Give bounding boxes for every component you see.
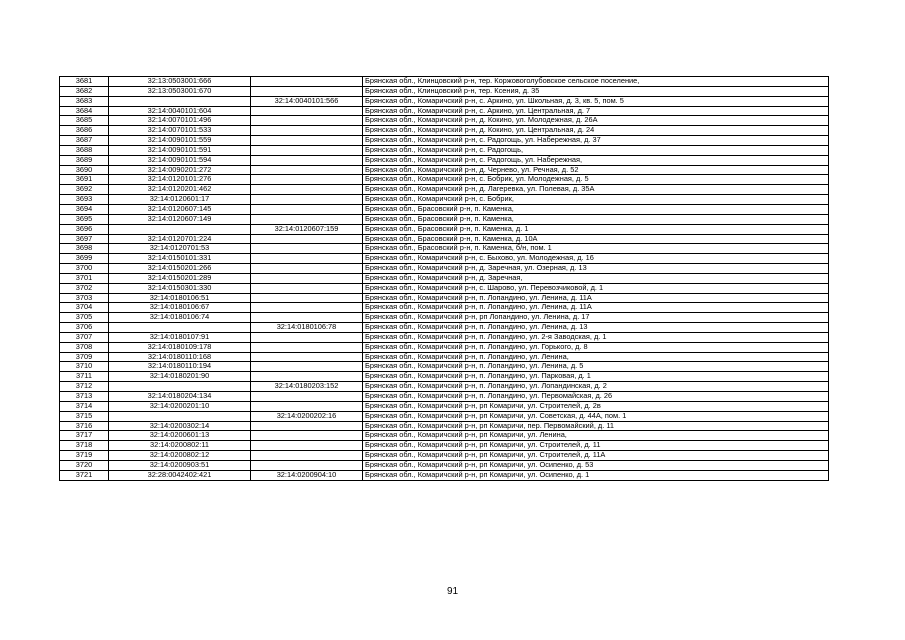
table-row bbox=[60, 224, 829, 234]
row-number-cell: 3721 bbox=[60, 470, 109, 480]
cadastral-number-secondary-cell bbox=[251, 451, 363, 461]
address-cell: Брянская обл., Комаричский р-н, п. Лопандино, ул. 2-я Заводская, д. 1 bbox=[363, 332, 829, 342]
row-number-cell: 3718 bbox=[60, 441, 109, 451]
address-cell: Брянская обл., Комаричский р-н, рп Комаричи, ул. Строителей, д. 11 bbox=[363, 441, 829, 451]
address-cell: Брянская обл., Комаричский р-н, п. Лопандино, ул. Ленина, д. 11А bbox=[363, 303, 829, 313]
registry-table bbox=[59, 76, 829, 481]
address-cell: Брянская обл., Клинцовский р-н, тер. Коржовоголубовское сельское поселение, bbox=[363, 77, 829, 87]
row-number-cell: 3691 bbox=[60, 175, 109, 185]
table-row bbox=[60, 273, 829, 283]
table-row bbox=[60, 382, 829, 392]
row-number-cell: 3720 bbox=[60, 460, 109, 470]
row-number-cell: 3714 bbox=[60, 401, 109, 411]
row-number-cell: 3709 bbox=[60, 352, 109, 362]
address-cell: Брянская обл., Комаричский р-н, рп Комаричи, ул. Ленина, bbox=[363, 431, 829, 441]
row-number-cell: 3703 bbox=[60, 293, 109, 303]
cadastral-number-cell: 32:14:0120201:462 bbox=[109, 185, 251, 195]
cadastral-number-secondary-cell bbox=[251, 273, 363, 283]
table-row bbox=[60, 96, 829, 106]
address-cell: Брянская обл., Комаричский р-н, д. Чернево, ул. Речная, д. 52 bbox=[363, 165, 829, 175]
address-cell: Брянская обл., Брасовский р-н, п. Каменка, bbox=[363, 214, 829, 224]
cadastral-number-secondary-cell bbox=[251, 372, 363, 382]
row-number-cell: 3684 bbox=[60, 106, 109, 116]
cadastral-number-secondary-cell bbox=[251, 352, 363, 362]
cadastral-number-cell: 32:14:0180106:74 bbox=[109, 313, 251, 323]
table-row bbox=[60, 441, 829, 451]
address-cell: Брянская обл., Комаричский р-н, п. Лопандино, ул. Лопандинская, д. 2 bbox=[363, 382, 829, 392]
address-cell: Брянская обл., Брасовский р-н, п. Каменка, bbox=[363, 204, 829, 214]
row-number-cell: 3713 bbox=[60, 392, 109, 402]
table-row bbox=[60, 342, 829, 352]
address-cell: Брянская обл., Комаричский р-н, п. Лопандино, ул. Ленина, д. 5 bbox=[363, 362, 829, 372]
table-row bbox=[60, 392, 829, 402]
address-cell: Брянская обл., Комаричский р-н, рп Комаричи, ул. Строителей, д. 11А bbox=[363, 451, 829, 461]
cadastral-number-secondary-cell bbox=[251, 441, 363, 451]
cadastral-number-cell: 32:14:0120607:149 bbox=[109, 214, 251, 224]
address-cell: Брянская обл., Комаричский р-н, с. Аркино, ул. Центральная, д. 7 bbox=[363, 106, 829, 116]
cadastral-number-cell: 32:14:0180110:168 bbox=[109, 352, 251, 362]
address-cell: Брянская обл., Комаричский р-н, рп Комаричи, ул. Осипенко, д. 53 bbox=[363, 460, 829, 470]
cadastral-number-secondary-cell bbox=[251, 86, 363, 96]
row-number-cell: 3719 bbox=[60, 451, 109, 461]
table-row bbox=[60, 313, 829, 323]
cadastral-number-cell: 32:14:0120101:276 bbox=[109, 175, 251, 185]
table-row bbox=[60, 470, 829, 480]
cadastral-number-cell: 32:14:0200302:14 bbox=[109, 421, 251, 431]
address-cell: Брянская обл., Брасовский р-н, п. Каменка, б/н, пом. 1 bbox=[363, 244, 829, 254]
cadastral-number-cell: 32:14:0120601:17 bbox=[109, 195, 251, 205]
cadastral-number-secondary-cell bbox=[251, 234, 363, 244]
cadastral-number-secondary-cell: 32:14:0200202:16 bbox=[251, 411, 363, 421]
address-cell: Брянская обл., Брасовский р-н, п. Каменка, д. 1 bbox=[363, 224, 829, 234]
row-number-cell: 3712 bbox=[60, 382, 109, 392]
address-cell: Брянская обл., Комаричский р-н, с. Радогощь, bbox=[363, 145, 829, 155]
cadastral-number-cell bbox=[109, 323, 251, 333]
cadastral-number-secondary-cell bbox=[251, 136, 363, 146]
cadastral-number-cell: 32:14:0200802:12 bbox=[109, 451, 251, 461]
row-number-cell: 3708 bbox=[60, 342, 109, 352]
cadastral-number-cell: 32:14:0120607:145 bbox=[109, 204, 251, 214]
table-row bbox=[60, 165, 829, 175]
cadastral-number-secondary-cell bbox=[251, 264, 363, 274]
table-row bbox=[60, 214, 829, 224]
cadastral-number-secondary-cell bbox=[251, 195, 363, 205]
cadastral-number-cell: 32:14:0070101:496 bbox=[109, 116, 251, 126]
cadastral-number-secondary-cell bbox=[251, 185, 363, 195]
table-row bbox=[60, 136, 829, 146]
cadastral-number-secondary-cell bbox=[251, 401, 363, 411]
cadastral-number-secondary-cell bbox=[251, 126, 363, 136]
table-row bbox=[60, 293, 829, 303]
cadastral-number-secondary-cell bbox=[251, 214, 363, 224]
address-cell: Брянская обл., Комаричский р-н, д. Кокино, ул. Молодежная, д. 26А bbox=[363, 116, 829, 126]
table-row bbox=[60, 411, 829, 421]
row-number-cell: 3715 bbox=[60, 411, 109, 421]
address-cell: Брянская обл., Комаричский р-н, с. Аркино, ул. Школьная, д. 3, кв. 5, пом. 5 bbox=[363, 96, 829, 106]
cadastral-number-cell: 32:14:0180109:178 bbox=[109, 342, 251, 352]
table-row bbox=[60, 145, 829, 155]
cadastral-number-cell: 32:14:0200201:10 bbox=[109, 401, 251, 411]
row-number-cell: 3682 bbox=[60, 86, 109, 96]
row-number-cell: 3698 bbox=[60, 244, 109, 254]
cadastral-number-secondary-cell bbox=[251, 392, 363, 402]
row-number-cell: 3717 bbox=[60, 431, 109, 441]
cadastral-number-secondary-cell bbox=[251, 254, 363, 264]
row-number-cell: 3687 bbox=[60, 136, 109, 146]
cadastral-number-secondary-cell bbox=[251, 165, 363, 175]
cadastral-number-secondary-cell bbox=[251, 460, 363, 470]
address-cell: Брянская обл., Комаричский р-н, рп Комаричи, ул. Советская, д. 44А, пом. 1 bbox=[363, 411, 829, 421]
row-number-cell: 3688 bbox=[60, 145, 109, 155]
row-number-cell: 3699 bbox=[60, 254, 109, 264]
cadastral-number-secondary-cell bbox=[251, 332, 363, 342]
row-number-cell: 3707 bbox=[60, 332, 109, 342]
row-number-cell: 3689 bbox=[60, 155, 109, 165]
cadastral-number-secondary-cell bbox=[251, 362, 363, 372]
address-cell: Брянская обл., Комаричский р-н, д. Лагеревка, ул. Полевая, д. 35А bbox=[363, 185, 829, 195]
table-row bbox=[60, 204, 829, 214]
address-cell: Брянская обл., Клинцовский р-н, тер. Ксения, д. 35 bbox=[363, 86, 829, 96]
cadastral-number-cell: 32:14:0090201:272 bbox=[109, 165, 251, 175]
address-cell: Брянская обл., Комаричский р-н, д. Кокино, ул. Центральная, д. 24 bbox=[363, 126, 829, 136]
cadastral-number-cell: 32:28:0042402:421 bbox=[109, 470, 251, 480]
cadastral-number-cell: 32:14:0090101:591 bbox=[109, 145, 251, 155]
table-row bbox=[60, 401, 829, 411]
cadastral-number-secondary-cell: 32:14:0120607:159 bbox=[251, 224, 363, 234]
cadastral-number-cell: 32:14:0040101:604 bbox=[109, 106, 251, 116]
registry-table-body bbox=[60, 77, 829, 481]
cadastral-number-cell: 32:14:0150201:266 bbox=[109, 264, 251, 274]
table-row bbox=[60, 175, 829, 185]
row-number-cell: 3710 bbox=[60, 362, 109, 372]
row-number-cell: 3693 bbox=[60, 195, 109, 205]
cadastral-number-secondary-cell bbox=[251, 155, 363, 165]
table-row bbox=[60, 116, 829, 126]
row-number-cell: 3705 bbox=[60, 313, 109, 323]
cadastral-number-secondary-cell: 32:14:0180106:78 bbox=[251, 323, 363, 333]
cadastral-number-secondary-cell bbox=[251, 283, 363, 293]
table-row bbox=[60, 421, 829, 431]
cadastral-number-cell: 32:14:0150201:289 bbox=[109, 273, 251, 283]
cadastral-number-secondary-cell: 32:14:0200904:10 bbox=[251, 470, 363, 480]
cadastral-number-secondary-cell bbox=[251, 175, 363, 185]
table-row bbox=[60, 185, 829, 195]
cadastral-number-cell: 32:14:0180106:51 bbox=[109, 293, 251, 303]
cadastral-number-secondary-cell bbox=[251, 421, 363, 431]
address-cell: Брянская обл., Комаричский р-н, рп Лопандино, ул. Ленина, д. 17 bbox=[363, 313, 829, 323]
address-cell: Брянская обл., Комаричский р-н, п. Лопандино, ул. Первомайская, д. 26 bbox=[363, 392, 829, 402]
cadastral-number-secondary-cell bbox=[251, 342, 363, 352]
row-number-cell: 3706 bbox=[60, 323, 109, 333]
table-row bbox=[60, 264, 829, 274]
row-number-cell: 3700 bbox=[60, 264, 109, 274]
table-row bbox=[60, 244, 829, 254]
cadastral-number-cell: 32:14:0200903:51 bbox=[109, 460, 251, 470]
cadastral-number-cell: 32:14:0180201:90 bbox=[109, 372, 251, 382]
cadastral-number-secondary-cell bbox=[251, 431, 363, 441]
cadastral-number-cell: 32:14:0090101:559 bbox=[109, 136, 251, 146]
table-row bbox=[60, 195, 829, 205]
cadastral-number-cell bbox=[109, 224, 251, 234]
cadastral-number-cell: 32:13:0503001:666 bbox=[109, 77, 251, 87]
table-row bbox=[60, 372, 829, 382]
row-number-cell: 3686 bbox=[60, 126, 109, 136]
address-cell: Брянская обл., Комаричский р-н, д. Заречная, ул. Озерная, д. 13 bbox=[363, 264, 829, 274]
table-row bbox=[60, 451, 829, 461]
row-number-cell: 3697 bbox=[60, 234, 109, 244]
address-cell: Брянская обл., Комаричский р-н, рп Комаричи, ул. Строителей, д. 2в bbox=[363, 401, 829, 411]
address-cell: Брянская обл., Комаричский р-н, п. Лопандино, ул. Парковая, д. 1 bbox=[363, 372, 829, 382]
cadastral-number-secondary-cell bbox=[251, 106, 363, 116]
cadastral-number-cell bbox=[109, 382, 251, 392]
table-row bbox=[60, 106, 829, 116]
address-cell: Брянская обл., Брасовский р-н, п. Каменка, д. 10А bbox=[363, 234, 829, 244]
cadastral-number-secondary-cell bbox=[251, 77, 363, 87]
row-number-cell: 3696 bbox=[60, 224, 109, 234]
table-row bbox=[60, 254, 829, 264]
cadastral-number-cell: 32:14:0070101:533 bbox=[109, 126, 251, 136]
address-cell: Брянская обл., Комаричский р-н, п. Лопандино, ул. Ленина, д. 11А bbox=[363, 293, 829, 303]
table-row bbox=[60, 460, 829, 470]
cadastral-number-secondary-cell bbox=[251, 244, 363, 254]
cadastral-number-cell: 32:14:0120701:224 bbox=[109, 234, 251, 244]
row-number-cell: 3694 bbox=[60, 204, 109, 214]
cadastral-number-cell: 32:14:0180204:134 bbox=[109, 392, 251, 402]
cadastral-number-cell: 32:14:0200802:11 bbox=[109, 441, 251, 451]
address-cell: Брянская обл., Комаричский р-н, с. Радогощь, ул. Набережная, bbox=[363, 155, 829, 165]
row-number-cell: 3681 bbox=[60, 77, 109, 87]
row-number-cell: 3692 bbox=[60, 185, 109, 195]
row-number-cell: 3690 bbox=[60, 165, 109, 175]
table-row bbox=[60, 234, 829, 244]
table-row bbox=[60, 155, 829, 165]
cadastral-number-cell: 32:14:0090101:594 bbox=[109, 155, 251, 165]
table-row bbox=[60, 77, 829, 87]
address-cell: Брянская обл., Комаричский р-н, с. Быхово, ул. Молодежная, д. 16 bbox=[363, 254, 829, 264]
table-row bbox=[60, 352, 829, 362]
cadastral-number-cell: 32:14:0180106:67 bbox=[109, 303, 251, 313]
cadastral-number-secondary-cell bbox=[251, 313, 363, 323]
page-number: 91 bbox=[446, 586, 459, 597]
cadastral-number-cell bbox=[109, 411, 251, 421]
row-number-cell: 3683 bbox=[60, 96, 109, 106]
table-row bbox=[60, 86, 829, 96]
cadastral-number-secondary-cell bbox=[251, 204, 363, 214]
address-cell: Брянская обл., Комаричский р-н, п. Лопандино, ул. Ленина, bbox=[363, 352, 829, 362]
row-number-cell: 3716 bbox=[60, 421, 109, 431]
row-number-cell: 3701 bbox=[60, 273, 109, 283]
table-row bbox=[60, 126, 829, 136]
cadastral-number-secondary-cell bbox=[251, 303, 363, 313]
row-number-cell: 3704 bbox=[60, 303, 109, 313]
cadastral-number-cell: 32:14:0200601:13 bbox=[109, 431, 251, 441]
cadastral-number-secondary-cell bbox=[251, 116, 363, 126]
table-row bbox=[60, 303, 829, 313]
row-number-cell: 3685 bbox=[60, 116, 109, 126]
table-row bbox=[60, 332, 829, 342]
table-row bbox=[60, 323, 829, 333]
table-row bbox=[60, 283, 829, 293]
cadastral-number-secondary-cell: 32:14:0180203:152 bbox=[251, 382, 363, 392]
cadastral-number-cell bbox=[109, 96, 251, 106]
cadastral-number-secondary-cell bbox=[251, 293, 363, 303]
table-row bbox=[60, 431, 829, 441]
cadastral-number-cell: 32:14:0150301:330 bbox=[109, 283, 251, 293]
address-cell: Брянская обл., Комаричский р-н, с. Бобрик, ул. Молодежная, д. 5 bbox=[363, 175, 829, 185]
row-number-cell: 3711 bbox=[60, 372, 109, 382]
row-number-cell: 3702 bbox=[60, 283, 109, 293]
address-cell: Брянская обл., Комаричский р-н, с. Бобрик, bbox=[363, 195, 829, 205]
cadastral-number-cell: 32:14:0180110:194 bbox=[109, 362, 251, 372]
cadastral-number-cell: 32:14:0180107:91 bbox=[109, 332, 251, 342]
cadastral-number-cell: 32:14:0150101:331 bbox=[109, 254, 251, 264]
cadastral-number-cell: 32:14:0120701:53 bbox=[109, 244, 251, 254]
cadastral-number-secondary-cell bbox=[251, 145, 363, 155]
address-cell: Брянская обл., Комаричский р-н, с. Радогощь, ул. Набережная, д. 37 bbox=[363, 136, 829, 146]
address-cell: Брянская обл., Комаричский р-н, рп Комаричи, ул. Осипенко, д. 1 bbox=[363, 470, 829, 480]
address-cell: Брянская обл., Комаричский р-н, д. Заречная, bbox=[363, 273, 829, 283]
cadastral-number-secondary-cell: 32:14:0040101:566 bbox=[251, 96, 363, 106]
cadastral-number-cell: 32:13:0503001:670 bbox=[109, 86, 251, 96]
table-row bbox=[60, 362, 829, 372]
address-cell: Брянская обл., Комаричский р-н, п. Лопандино, ул. Ленина, д. 13 bbox=[363, 323, 829, 333]
address-cell: Брянская обл., Комаричский р-н, с. Шарово, ул. Перевозчиковой, д. 1 bbox=[363, 283, 829, 293]
address-cell: Брянская обл., Комаричский р-н, п. Лопандино, ул. Горького, д. 8 bbox=[363, 342, 829, 352]
row-number-cell: 3695 bbox=[60, 214, 109, 224]
address-cell: Брянская обл., Комаричский р-н, рп Комаричи, пер. Первомайский, д. 11 bbox=[363, 421, 829, 431]
